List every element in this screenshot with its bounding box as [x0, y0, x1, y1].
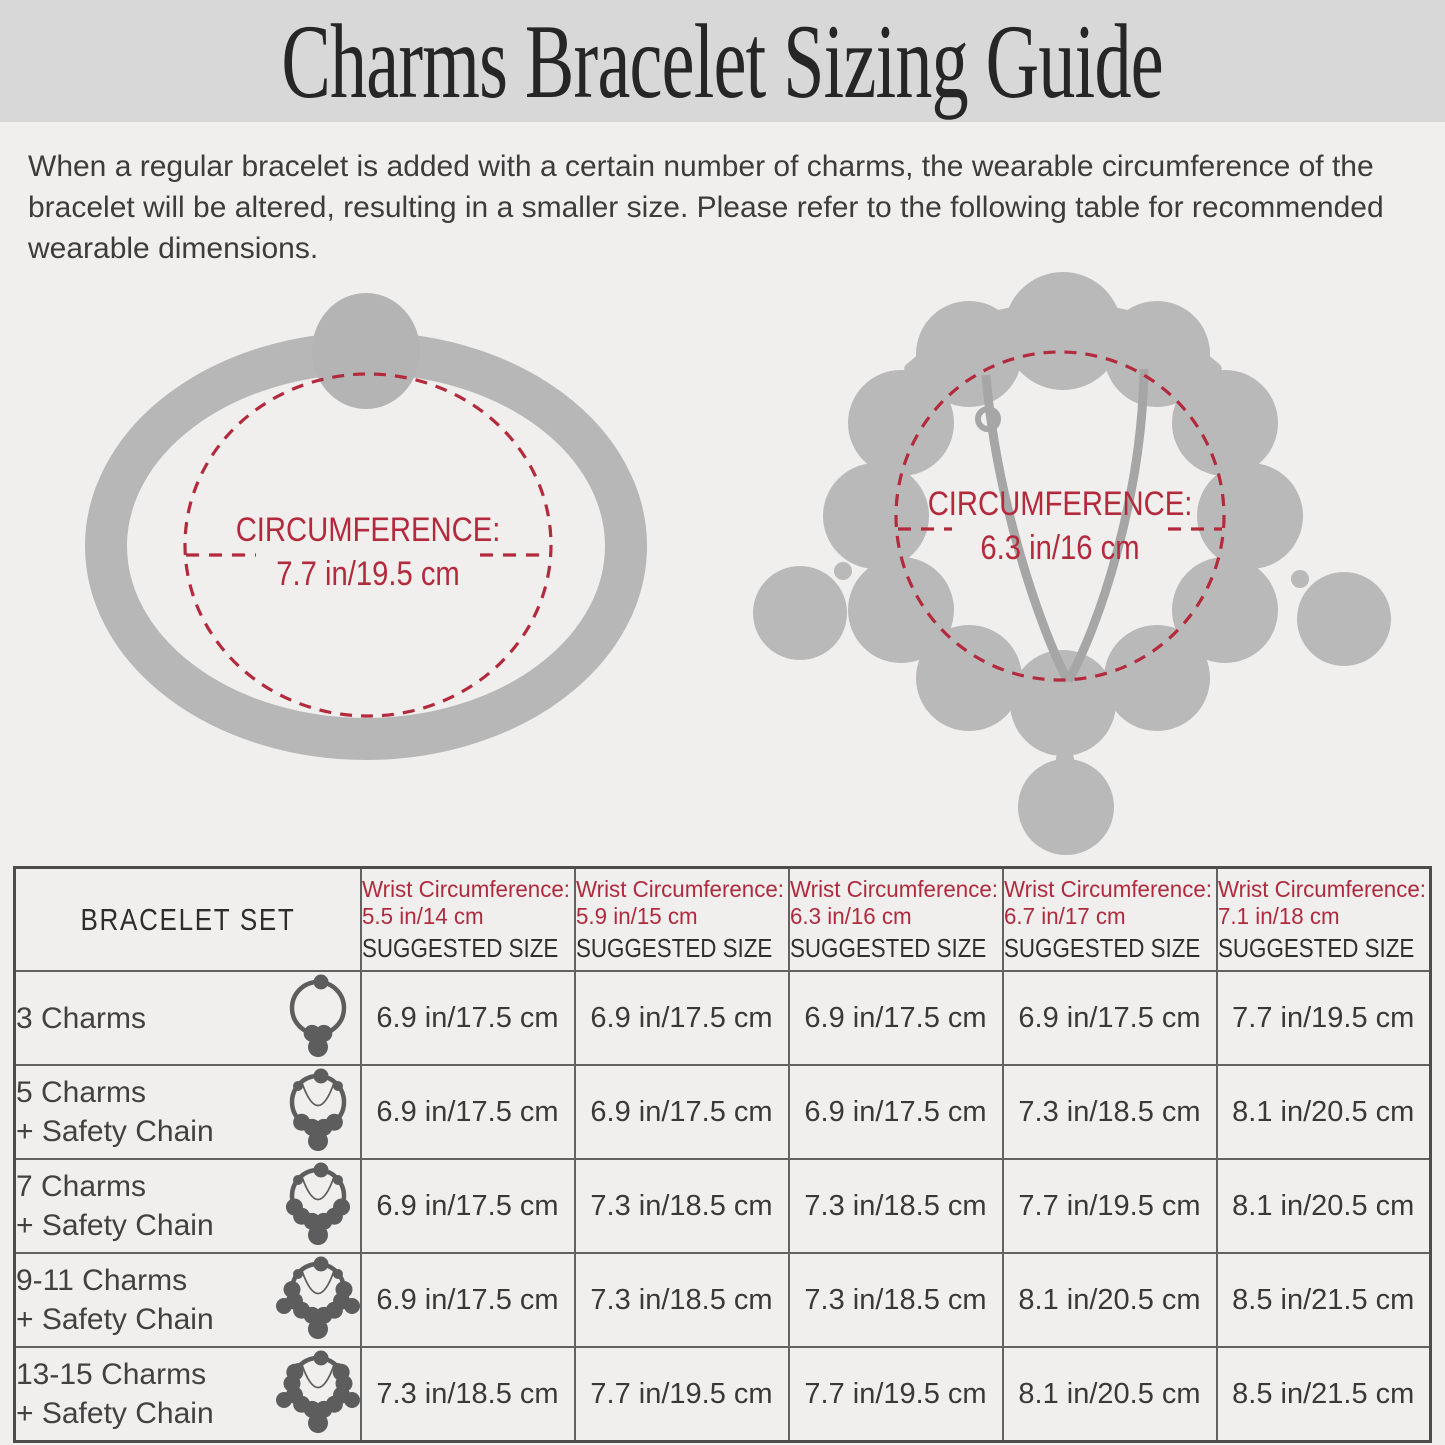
- suggested-size-cell: 7.3 in/18.5 cm: [1003, 1065, 1217, 1159]
- suggested-size-cell: 7.3 in/18.5 cm: [789, 1253, 1003, 1347]
- bottom-dangle-charm: [1018, 759, 1114, 855]
- bracelet-9-11-charms-safety-chain-icon: [276, 1254, 360, 1346]
- header-row: [15, 868, 1431, 972]
- wrist-circumference-label: Wrist Circumference:: [1003, 876, 1212, 902]
- charm-bracelet-illustration: [738, 269, 1398, 859]
- bracelet-5-charms-safety-chain-icon: [276, 1066, 360, 1158]
- table-row-7-charms: [15, 1159, 1431, 1253]
- bracelet-set-cell: [15, 1065, 361, 1159]
- plain-circumference-value: 7.7 in/19.5 cm: [276, 554, 460, 593]
- plain-circumference-label: CIRCUMFERENCE:: [235, 510, 501, 549]
- sizing-table-section: [13, 866, 1432, 1443]
- suggested-size-cell: 7.3 in/18.5 cm: [361, 1347, 575, 1442]
- column-header-5.5in: [361, 868, 575, 972]
- bracelet-illustrations: [0, 269, 1445, 866]
- wrist-circumference-value: 5.5 in/14 cm: [361, 902, 484, 929]
- suggested-size-cell: 6.9 in/17.5 cm: [361, 971, 575, 1065]
- page-title: Charms Bracelet Sizing Guide: [281, 1, 1164, 121]
- row-label: 13-15 Charms + Safety Chain: [16, 1358, 214, 1431]
- column-header-5.9in: [575, 868, 789, 972]
- row-label: 7 Charms + Safety Chain: [16, 1170, 214, 1243]
- suggested-size-cell: 7.7 in/19.5 cm: [789, 1347, 1003, 1442]
- suggested-size-cell: 8.5 in/21.5 cm: [1217, 1253, 1431, 1347]
- column-header-6.7in: [1003, 868, 1217, 972]
- suggested-size-cell: 6.9 in/17.5 cm: [789, 971, 1003, 1065]
- table-row-9-11-charms: [15, 1253, 1431, 1347]
- suggested-size-label: SUGGESTED SIZE: [1003, 932, 1200, 963]
- table-row-5-charms: [15, 1065, 1431, 1159]
- bracelet-13-15-charms-safety-chain-icon: [276, 1348, 360, 1440]
- suggested-size-cell: 6.9 in/17.5 cm: [789, 1065, 1003, 1159]
- suggested-size-cell: 7.3 in/18.5 cm: [575, 1253, 789, 1347]
- suggested-size-cell: 8.1 in/20.5 cm: [1003, 1347, 1217, 1442]
- clasp-bead: [1004, 272, 1122, 390]
- table-row-13-15-charms: [15, 1347, 1431, 1442]
- suggested-size-cell: 8.5 in/21.5 cm: [1217, 1347, 1431, 1442]
- suggested-size-label: SUGGESTED SIZE: [361, 932, 558, 963]
- clasp: [312, 293, 420, 409]
- wrist-circumference-label: Wrist Circumference:: [789, 876, 998, 902]
- right-dangle-charm: [1297, 572, 1391, 666]
- bracelet-7-charms-safety-chain-icon: [276, 1160, 360, 1252]
- suggested-size-cell: 7.7 in/19.5 cm: [1003, 1159, 1217, 1253]
- row-label: 9-11 Charms + Safety Chain: [16, 1264, 214, 1337]
- row-label: 3 Charms: [16, 1001, 147, 1035]
- suggested-size-cell: 7.3 in/18.5 cm: [789, 1159, 1003, 1253]
- suggested-size-cell: 6.9 in/17.5 cm: [1003, 971, 1217, 1065]
- suggested-size-cell: 6.9 in/17.5 cm: [361, 1065, 575, 1159]
- wrist-circumference-value: 7.1 in/18 cm: [1217, 902, 1340, 929]
- wrist-circumference-label: Wrist Circumference:: [361, 876, 570, 902]
- sizing-table: [13, 866, 1432, 1443]
- suggested-size-cell: 8.1 in/20.5 cm: [1217, 1065, 1431, 1159]
- bracelet-set-cell: [15, 1159, 361, 1253]
- plain-circumference-annotation: [185, 374, 551, 716]
- intro-paragraph: When a regular bracelet is added with a certain number of charms, the wearable circumference of the bracelet will be altered, resulting in a smaller size. Please refer to the following table for recommended wearable dimensions.: [28, 150, 1384, 266]
- charm-circumference-value: 6.3 in/16 cm: [980, 528, 1140, 567]
- bracelet-set-cell: [15, 1253, 361, 1347]
- suggested-size-cell: 6.9 in/17.5 cm: [361, 1159, 575, 1253]
- title-band: [0, 0, 1445, 122]
- suggested-size-label: SUGGESTED SIZE: [789, 932, 986, 963]
- bracelet-set-header: BRACELET SET: [15, 868, 361, 972]
- suggested-size-cell: 6.9 in/17.5 cm: [575, 1065, 789, 1159]
- table-row-3-charms: [15, 971, 1431, 1065]
- bracelet-3-charms-icon: [276, 972, 360, 1064]
- wrist-circumference-label: Wrist Circumference:: [1217, 876, 1426, 902]
- wrist-circumference-value: 6.7 in/17 cm: [1003, 902, 1126, 929]
- left-dangle-charm: [753, 566, 847, 660]
- suggested-size-cell: 7.7 in/19.5 cm: [1217, 971, 1431, 1065]
- wrist-circumference-value: 6.3 in/16 cm: [789, 902, 912, 929]
- suggested-size-cell: 8.1 in/20.5 cm: [1217, 1159, 1431, 1253]
- suggested-size-label: SUGGESTED SIZE: [1217, 932, 1414, 963]
- suggested-size-cell: 6.9 in/17.5 cm: [361, 1253, 575, 1347]
- bracelet-set-cell: [15, 1347, 361, 1442]
- safety-chain: [986, 369, 1144, 681]
- column-header-6.3in: [789, 868, 1003, 972]
- plain-bracelet-illustration: [78, 273, 668, 773]
- wrist-circumference-label: Wrist Circumference:: [575, 876, 784, 902]
- suggested-size-cell: 7.7 in/19.5 cm: [575, 1347, 789, 1442]
- wrist-circumference-value: 5.9 in/15 cm: [575, 902, 698, 929]
- bracelet-set-cell: [15, 971, 361, 1065]
- suggested-size-label: SUGGESTED SIZE: [575, 932, 772, 963]
- suggested-size-cell: 6.9 in/17.5 cm: [575, 971, 789, 1065]
- row-label: 5 Charms + Safety Chain: [16, 1076, 214, 1149]
- column-header-7.1in: [1217, 868, 1431, 972]
- charm-circumference-label: CIRCUMFERENCE:: [927, 484, 1193, 523]
- suggested-size-cell: 8.1 in/20.5 cm: [1003, 1253, 1217, 1347]
- suggested-size-cell: 7.3 in/18.5 cm: [575, 1159, 789, 1253]
